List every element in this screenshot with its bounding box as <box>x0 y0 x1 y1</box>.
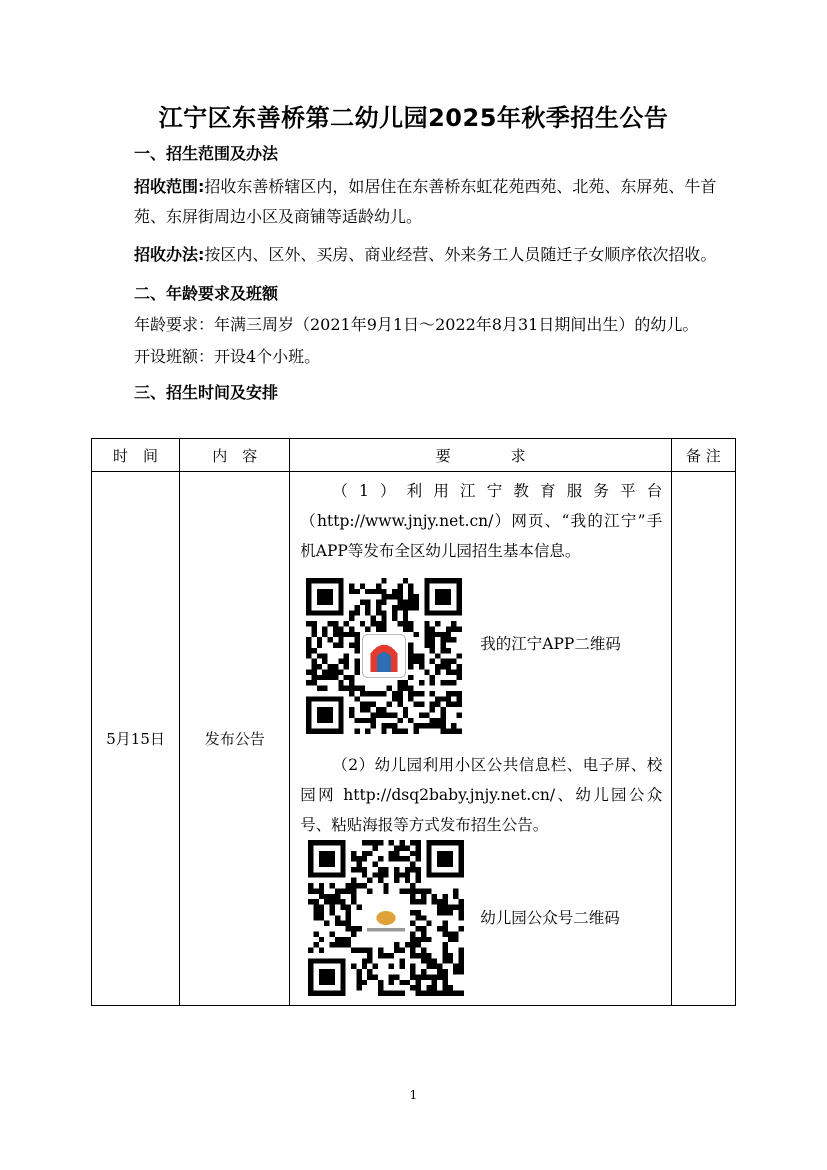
section-1-heading: 一、招生范围及办法 <box>134 144 279 163</box>
header-time: 时 间 <box>92 439 180 472</box>
cell-time: 5月15日 <box>92 472 180 1006</box>
class-count: 开设班额：开设4个小班。 <box>134 347 321 366</box>
cell-content: 发布公告 <box>180 472 290 1006</box>
app-qr-code <box>306 578 462 734</box>
req2-paragraph: （2）幼儿园利用小区公共信息栏、电子屏、校园网 http://dsq2baby.jnjy.net.cn/、幼儿园公众号、粘贴海报等方式发布招生公告。 <box>300 756 663 834</box>
section-2-heading: 二、年龄要求及班额 <box>134 284 279 303</box>
req1-rest: （http://www.jnjy.net.cn/）网页、“我的江宁”手机APP等发布全区幼儿园招生基本信息。 <box>300 512 663 560</box>
header-note: 备 注 <box>671 439 735 472</box>
qr-code-image <box>308 840 464 996</box>
qr2-label: 幼儿园公众号二维码 <box>480 909 620 927</box>
cell-requirement <box>290 472 672 1006</box>
req1-line1: （1）利用江宁教育服务平台 <box>332 482 663 500</box>
page-number: 1 <box>409 1088 418 1102</box>
qr-code-image <box>306 578 462 734</box>
cell-note <box>671 472 735 1006</box>
schedule-table <box>91 438 736 1006</box>
method-label: 招收办法: <box>134 245 205 264</box>
header-requirement: 要 求 <box>290 439 672 472</box>
qr1-label: 我的江宁APP二维码 <box>480 635 621 653</box>
method-text: 按区内、区外、买房、商业经营、外来务工人员随迁子女顺序依次招收。 <box>204 245 717 264</box>
section-3-heading: 三、招生时间及安排 <box>134 383 279 402</box>
scope-paragraph <box>134 172 734 232</box>
table-header-row <box>92 439 736 472</box>
wechat-qr-code <box>308 840 464 996</box>
header-content: 内 容 <box>180 439 290 472</box>
scope-label: 招收范围: <box>134 177 205 196</box>
document-title: 江宁区东善桥第二幼儿园2025年秋季招生公告 <box>158 104 669 132</box>
age-requirement: 年龄要求：年满三周岁（2021年9月1日～2022年8月31日期间出生）的幼儿。 <box>134 315 699 334</box>
scope-text: 招收东善桥辖区内，如居住在东善桥东虹花苑西苑、北苑、东屏苑、牛首苑、东屏街周边小区及商铺等适龄幼儿。 <box>134 177 717 226</box>
table-row <box>92 472 736 1006</box>
method-paragraph <box>134 240 744 270</box>
